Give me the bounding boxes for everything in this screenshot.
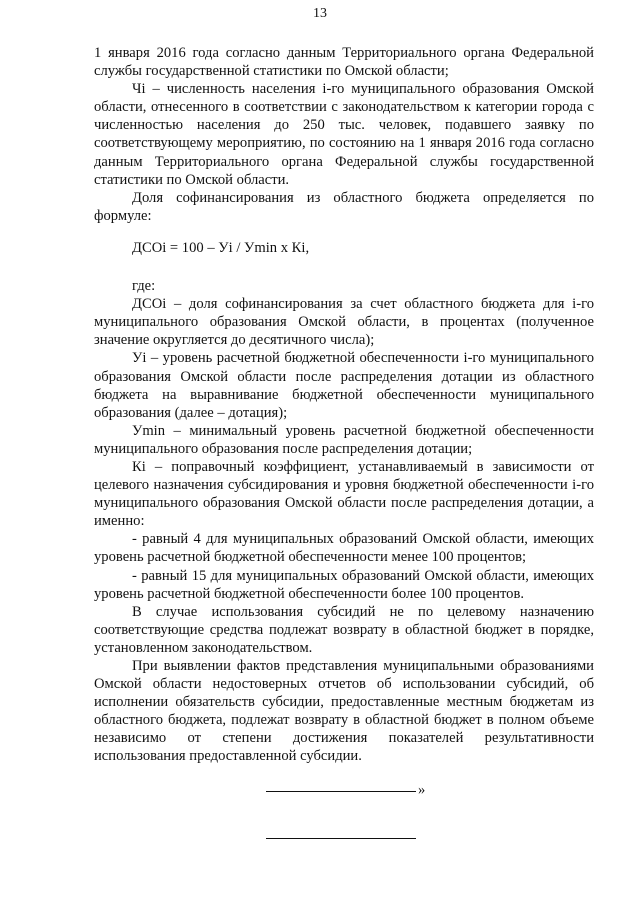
end-line <box>266 790 416 792</box>
list-item: - равный 4 для муниципальных образований Омской области, имеющих уровень расчетной бюджетной обеспеченности менее 100 процентов; <box>94 531 594 566</box>
page-number: 13 <box>313 6 327 21</box>
definition-ui: Уi – уровень расчетной бюджетной обеспеченности i-го муниципального образования Омской области после распределения дотации из областного бюджета на выравнивание бюджетной обеспеченности муниципального образования (далее – дотация); <box>94 350 594 421</box>
paragraph: Доля софинансирования из областного бюджета определяется по формуле: <box>94 189 594 224</box>
page-body <box>94 44 594 766</box>
list-item: - равный 15 для муниципальных образований Омской области, имеющих уровень расчетной бюджетной обеспеченности более 100 процентов. <box>94 567 594 602</box>
paragraph: Чi – численность населения i-го муниципального образования Омской области, отнесенного в соответствии с законодательством к категории города с численностью населения до 250 тыс. человек, подавшего заявку по соответствующему мероприятию, по состоянию на 1 января 2016 года согласно данным Территориального органа Федеральной службы государственной статистики по Омской области. <box>94 81 594 188</box>
formula: ДСОi = 100 – Уi / Уmin x Кi, <box>132 239 310 256</box>
paragraph: 1 января 2016 года согласно данным Территориального органа Федеральной службы государственной статистики по Омской области; <box>94 45 594 80</box>
definition-umin: Уmin – минимальный уровень расчетной бюджетной обеспеченности муниципального образования после распределения дотации; <box>94 422 594 457</box>
definition-ki: Кi – поправочный коэффициент, устанавливаемый в зависимости от целевого назначения субсидирования и уровня бюджетной обеспеченности i-го муниципального образования Омской области после распределения дотации, а именно: <box>94 458 594 530</box>
bottom-divider <box>266 838 416 839</box>
closing-quote: » <box>418 782 426 798</box>
paragraph: В случае использования субсидий не по целевому назначению соответствующие средства подлежат возврату в областной бюджет в порядке, установленном законодательством. <box>94 603 594 656</box>
paragraph-where: где: <box>132 278 156 295</box>
definition-dsoi: ДСОi – доля софинансирования за счет областного бюджета для i-го муниципального образования Омской области, в процентах (полученное значение округляется до десятичного числа); <box>94 296 594 349</box>
paragraph: При выявлении фактов представления муниципальными образованиями Омской области недостоверных отчетов об использовании субсидий, об исполнении обязательств субсидии, предоставленные местным бюджетам из областного бюджета, подлежат возврату в областной бюджет в полном объеме независимо от степени достижения показателей результативности использования предоставленной субсидии. <box>94 658 594 765</box>
